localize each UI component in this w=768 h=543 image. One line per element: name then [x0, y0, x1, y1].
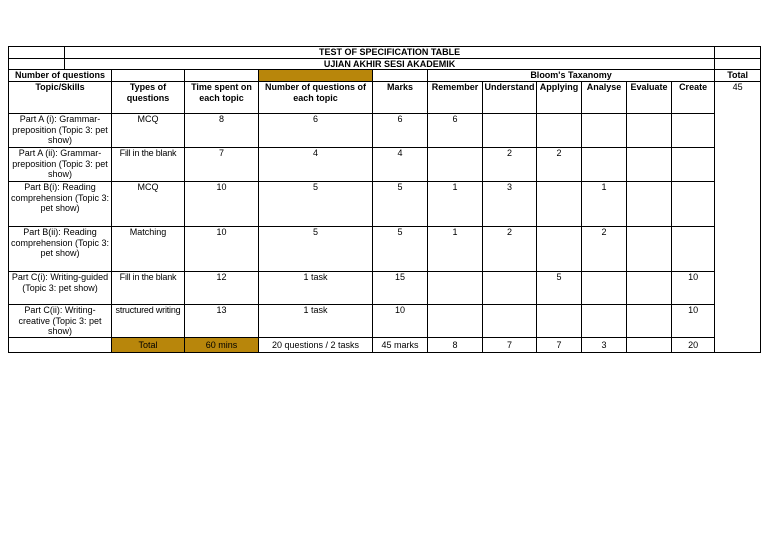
total-label: Total — [112, 338, 185, 353]
applying-cell — [537, 182, 582, 227]
create-cell — [672, 114, 715, 148]
analyse-cell — [582, 114, 627, 148]
understand-cell: 2 — [483, 227, 537, 272]
marks-cell: 10 — [373, 305, 428, 338]
blank-cell — [9, 58, 65, 70]
number-of-questions-header: Number of questions — [9, 70, 112, 82]
num-cell: 6 — [259, 114, 373, 148]
table-row — [9, 272, 761, 305]
type-cell: structured writing — [112, 305, 185, 338]
applying-cell — [537, 114, 582, 148]
analyse-cell — [582, 305, 627, 338]
analyse-cell: 2 — [582, 227, 627, 272]
applying-cell: 5 — [537, 272, 582, 305]
num-cell: 1 task — [259, 272, 373, 305]
topic-skills-header: Topic/Skills — [9, 82, 112, 114]
evaluate-cell — [627, 114, 672, 148]
understand-cell — [483, 272, 537, 305]
grand-total-value: 45 — [715, 82, 761, 353]
total-create: 20 — [672, 338, 715, 353]
blank-cell — [9, 47, 65, 59]
total-time: 60 mins — [185, 338, 259, 353]
marks-cell: 5 — [373, 182, 428, 227]
blank-cell — [185, 70, 259, 82]
time-cell: 10 — [185, 227, 259, 272]
understand-header: Understand — [483, 82, 537, 114]
type-cell: MCQ — [112, 182, 185, 227]
time-cell: 10 — [185, 182, 259, 227]
table-title: TEST OF SPECIFICATION TABLE — [65, 47, 715, 59]
blank-cell — [715, 58, 761, 70]
highlight-cell — [259, 70, 373, 82]
create-cell: 10 — [672, 305, 715, 338]
analyse-cell — [582, 148, 627, 182]
blank-cell — [112, 70, 185, 82]
evaluate-cell — [627, 227, 672, 272]
table-row — [9, 148, 761, 182]
blooms-taxonomy-header: Bloom's Taxanomy — [428, 70, 715, 82]
topic-cell: Part B(i): Reading comprehension (Topic 3: pet show) — [9, 182, 112, 227]
remember-cell: 1 — [428, 182, 483, 227]
table-row — [9, 305, 761, 338]
types-header: Types of questions — [112, 82, 185, 114]
create-cell — [672, 148, 715, 182]
create-header: Create — [672, 82, 715, 114]
topic-cell: Part B(ii): Reading comprehension (Topic 3: pet show) — [9, 227, 112, 272]
num-cell: 5 — [259, 182, 373, 227]
remember-cell: 1 — [428, 227, 483, 272]
understand-cell: 2 — [483, 148, 537, 182]
evaluate-header: Evaluate — [627, 82, 672, 114]
type-cell: Matching — [112, 227, 185, 272]
marks-header: Marks — [373, 82, 428, 114]
time-cell: 12 — [185, 272, 259, 305]
remember-cell — [428, 305, 483, 338]
remember-header: Remember — [428, 82, 483, 114]
table-row — [9, 182, 761, 227]
time-cell: 7 — [185, 148, 259, 182]
table-row — [9, 114, 761, 148]
remember-cell — [428, 148, 483, 182]
understand-cell — [483, 114, 537, 148]
num-cell: 1 task — [259, 305, 373, 338]
topic-cell: Part C(ii): Writing-creative (Topic 3: pet show) — [9, 305, 112, 338]
understand-cell — [483, 305, 537, 338]
num-cell: 4 — [259, 148, 373, 182]
marks-cell: 5 — [373, 227, 428, 272]
specification-table — [8, 46, 761, 353]
marks-cell: 6 — [373, 114, 428, 148]
blank-cell — [715, 47, 761, 59]
marks-cell: 4 — [373, 148, 428, 182]
total-understand: 7 — [483, 338, 537, 353]
create-cell — [672, 182, 715, 227]
total-analyse: 3 — [582, 338, 627, 353]
analyse-header: Analyse — [582, 82, 627, 114]
total-header: Total — [715, 70, 761, 82]
marks-cell: 15 — [373, 272, 428, 305]
num-cell: 5 — [259, 227, 373, 272]
time-header: Time spent on each topic — [185, 82, 259, 114]
total-evaluate — [627, 338, 672, 353]
remember-cell: 6 — [428, 114, 483, 148]
topic-cell: Part A (i): Grammar-preposition (Topic 3: pet show) — [9, 114, 112, 148]
type-cell: MCQ — [112, 114, 185, 148]
table-row — [9, 227, 761, 272]
totals-row — [9, 338, 761, 353]
total-applying: 7 — [537, 338, 582, 353]
analyse-cell: 1 — [582, 182, 627, 227]
total-num: 20 questions / 2 tasks — [259, 338, 373, 353]
time-cell: 13 — [185, 305, 259, 338]
applying-cell — [537, 305, 582, 338]
total-marks: 45 marks — [373, 338, 428, 353]
evaluate-cell — [627, 272, 672, 305]
table-subtitle: UJIAN AKHIR SESI AKADEMIK — [65, 58, 715, 70]
evaluate-cell — [627, 182, 672, 227]
understand-cell: 3 — [483, 182, 537, 227]
type-cell: Fill in the blank — [112, 148, 185, 182]
num-each-header: Number of questions of each topic — [259, 82, 373, 114]
applying-header: Applying — [537, 82, 582, 114]
time-cell: 8 — [185, 114, 259, 148]
applying-cell — [537, 227, 582, 272]
applying-cell: 2 — [537, 148, 582, 182]
topic-cell: Part C(i): Writing-guided (Topic 3: pet show) — [9, 272, 112, 305]
type-cell: Fill in the blank — [112, 272, 185, 305]
analyse-cell — [582, 272, 627, 305]
total-remember: 8 — [428, 338, 483, 353]
evaluate-cell — [627, 305, 672, 338]
create-cell: 10 — [672, 272, 715, 305]
remember-cell — [428, 272, 483, 305]
topic-cell: Part A (ii): Grammar-preposition (Topic 3: pet show) — [9, 148, 112, 182]
blank-cell — [373, 70, 428, 82]
create-cell — [672, 227, 715, 272]
evaluate-cell — [627, 148, 672, 182]
blank-cell — [9, 338, 112, 353]
